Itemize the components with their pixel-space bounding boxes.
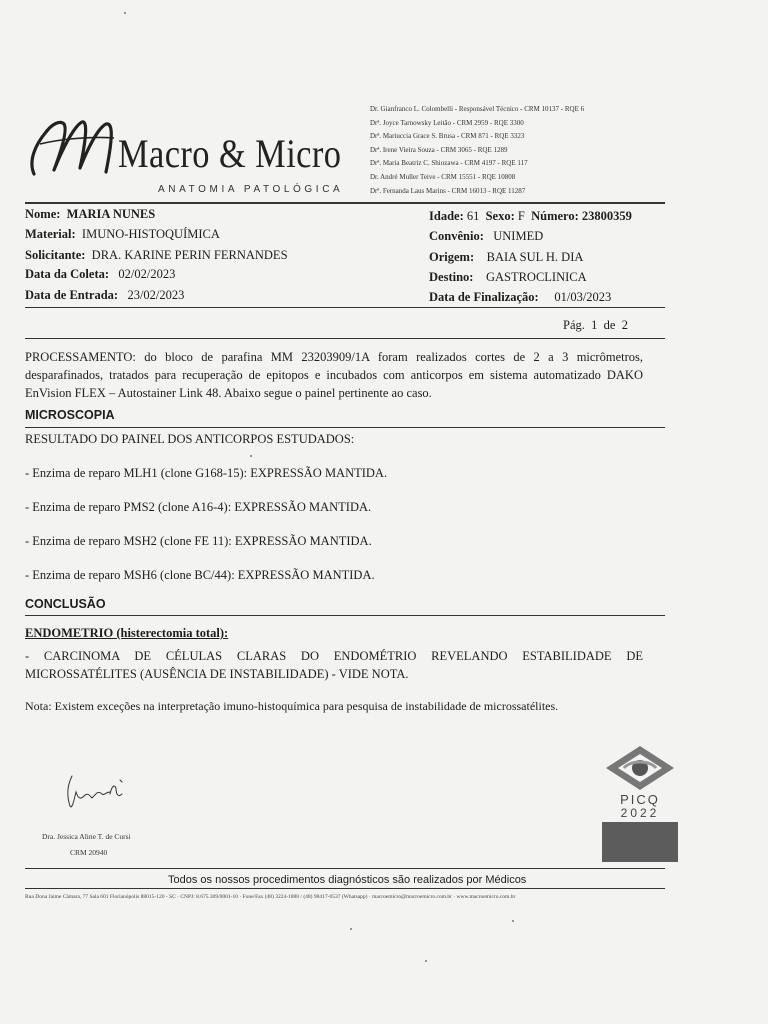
- entry-label: Data de Entrada:: [25, 288, 119, 302]
- insurance-value: UNIMED: [493, 229, 544, 243]
- patient-name: MARIA NUNES: [66, 207, 156, 221]
- footer-address: Rua Dona Jaime Câmara, 77 Sala 601 Florianópolis 88015-120 - SC · CNPJ: 8.675.309/0001-10 · Fone/Fax (48) 3224-1888 / (48) 98417-0537 (Whatsapp) · macroemicro@macroemicro.com.br · www.macroemicro.com.br: [25, 894, 516, 900]
- page-number: [563, 318, 628, 333]
- requester-label: Solicitante:: [25, 248, 86, 262]
- collection-date-field: [25, 267, 175, 282]
- page-total: 2: [621, 318, 628, 332]
- doctor-line: Drª. Mariuccia Grace S. Brusa - CRM 871 - RQE 3323: [370, 132, 525, 141]
- entry-date: 23/02/2023: [127, 288, 185, 302]
- conclusion-divider: [25, 615, 665, 616]
- final-date-field: [429, 290, 611, 305]
- scan-speck: [350, 928, 352, 930]
- patient-name-field: [25, 207, 155, 222]
- destination-field: [429, 270, 587, 285]
- picq-year: 2022: [620, 806, 660, 820]
- final-date: 01/03/2023: [554, 290, 612, 304]
- age-sex-number-field: [429, 209, 632, 224]
- info-divider: [25, 307, 665, 308]
- picq-text: PICQ: [620, 792, 660, 807]
- origin-label: Origem:: [429, 250, 475, 264]
- footer-top-divider: [25, 868, 665, 869]
- antibody-result: - Enzima de reparo MSH2 (clone FE 11): EXPRESSÃO MANTIDA.: [25, 534, 372, 548]
- final-label: Data de Finalização:: [429, 290, 539, 304]
- doctor-line: Drª. Joyce Tarnowsky Leitão - CRM 2959 - RQE 3300: [370, 118, 524, 127]
- origin-value: BAIA SUL H. DIA: [486, 250, 584, 264]
- material-label: Material:: [25, 227, 76, 241]
- picq-seal: [600, 742, 680, 864]
- doctor-line: Dr. Gianfranco L. Colombelli - Responsável Técnico - CRM 10137 - RQE 6: [370, 105, 585, 113]
- antibody-result: - Enzima de reparo PMS2 (clone A16-4): EXPRESSÃO MANTIDA.: [25, 500, 372, 514]
- conclusion-title: CONCLUSÃO: [25, 597, 106, 611]
- microscopy-title: MICROSCOPIA: [25, 408, 115, 422]
- logo-text: Macro & Micro: [118, 131, 342, 176]
- antibody-result: - Enzima de reparo MLH1 (clone G168-15): EXPRESSÃO MANTIDA.: [25, 466, 388, 480]
- logo-monogram-icon: [26, 110, 118, 182]
- entry-date-field: [25, 288, 184, 303]
- age-value: 61: [466, 209, 480, 223]
- scan-speck: [425, 960, 427, 962]
- header-divider: [25, 202, 665, 204]
- antibody-result: - Enzima de reparo MSH6 (clone BC/44): EXPRESSÃO MANTIDA.: [25, 568, 375, 582]
- page-current: 1: [591, 318, 598, 332]
- scan-speck: [512, 920, 514, 922]
- conclusion-diagnosis: - CARCINOMA DE CÉLULAS CLARAS DO ENDOMÉTRIO REVELANDO ESTABILIDADE DE MICROSSATÉLITES (AUSÊNCIA DE INSTABILIDADE) - VIDE NOTA.: [25, 649, 643, 681]
- origin-field: [429, 250, 583, 265]
- requester-field: [25, 248, 288, 263]
- processing-paragraph: PROCESSAMENTO: do bloco de parafina MM 23203909/1A foram realizados cortes de 2 a 3 micrômetros, desparafinados, tratados para recuperação de epitopos e incubados com anticorpos em sistema automatizado DAKO EnVision FLEX – Autostainer Link 48. Abaixo segue o painel pertinente ao caso.: [25, 350, 643, 400]
- picq-logo-icon: [600, 742, 680, 792]
- destination-value: GASTROCLINICA: [485, 270, 587, 284]
- material-field: [25, 227, 220, 242]
- doctor-line: Drª. Irene Vieira Souza - CRM 3065 - RQE 1289: [370, 145, 508, 154]
- scan-speck: [124, 12, 126, 14]
- doctor-line: Dr. André Muller Teive - CRM 15551 - RQE 10808: [370, 172, 516, 181]
- doctors-list: [370, 103, 584, 198]
- name-label: Nome:: [25, 207, 61, 221]
- microscopy-divider: [25, 427, 665, 428]
- sex-value: F: [517, 209, 525, 223]
- scan-speck: [250, 455, 252, 457]
- age-label: Idade:: [429, 209, 464, 223]
- destination-label: Destino:: [429, 270, 474, 284]
- number-label: Número:: [531, 209, 579, 223]
- insurance-field: [429, 229, 543, 244]
- conclusion-note: Nota: Existem exceções na interpretação imuno-histoquímica para pesquisa de instabilidade de microssatélites.: [25, 699, 559, 713]
- signature-crm: CRM 20940: [70, 848, 108, 857]
- conclusion-organ: ENDOMETRIO (histerectomia total):: [25, 626, 229, 640]
- footer-bottom-divider: [25, 888, 665, 889]
- number-value: 23800359: [581, 209, 632, 223]
- page-label: Pág.: [563, 318, 585, 332]
- collection-date: 02/02/2023: [118, 267, 176, 281]
- footer-statement: Todos os nossos procedimentos diagnósticos são realizados por Médicos: [168, 874, 527, 886]
- material-value: IMUNO-HISTOQUÍMICA: [81, 227, 220, 241]
- collection-label: Data da Coleta:: [25, 267, 110, 281]
- signature-name: Dra. Jessica Aline T. de Cursi: [42, 832, 131, 841]
- microscopy-subtitle: RESULTADO DO PAINEL DOS ANTICORPOS ESTUDADOS:: [25, 432, 355, 446]
- doctor-line: Drª. Maria Beatriz C. Shiozawa - CRM 4197 - RQE 117: [370, 159, 528, 168]
- insurance-label: Convênio:: [429, 229, 484, 243]
- logo-subtitle: ANATOMIA PATOLÓGICA: [158, 184, 344, 195]
- picq-badge: [602, 822, 678, 862]
- signature-icon: [58, 770, 132, 814]
- doctor-line: Drª. Fernanda Laus Marins - CRM 16013 - RQE 11287: [370, 186, 526, 195]
- page-divider: [25, 338, 665, 339]
- page-of: de: [603, 318, 616, 332]
- sex-label: Sexo:: [485, 209, 515, 223]
- requester-value: DRA. KARINE PERIN FERNANDES: [91, 248, 288, 262]
